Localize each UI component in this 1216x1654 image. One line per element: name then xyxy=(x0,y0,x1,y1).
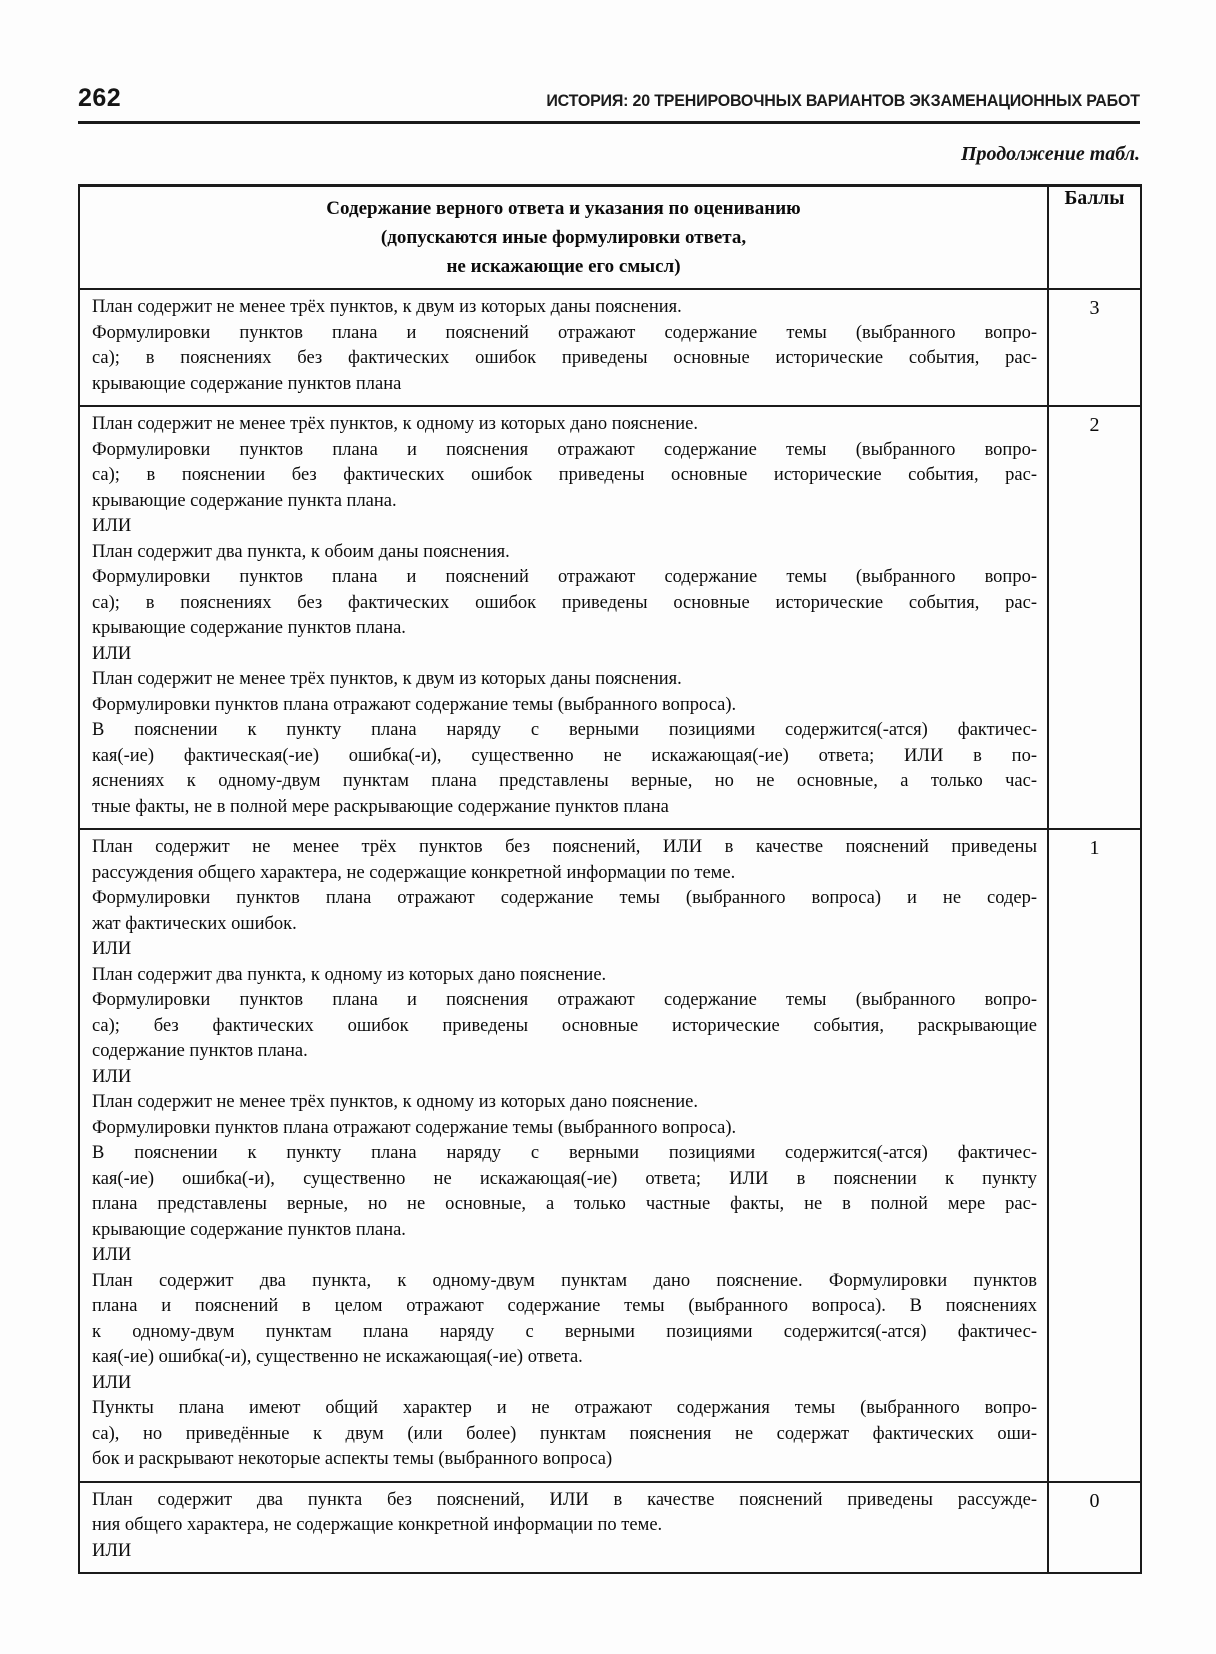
table-row xyxy=(79,829,1141,1482)
criteria-line: бок и раскрывают некоторые аспекты темы (выбранного вопроса) xyxy=(92,1449,613,1469)
criteria-line: са), но приведённые к двум (или более) пунктам пояснения не содержат фактических оши- xyxy=(92,1423,1037,1444)
criteria-line: са); в пояснениях без фактических ошибок приведены основные исторические события, рас- xyxy=(92,592,1037,613)
criteria-line: План содержит не менее трёх пунктов, к двум из которых даны пояснения. xyxy=(92,669,682,689)
score-cell: 2 xyxy=(1048,406,1141,829)
criteria-line: крывающие содержание пунктов плана xyxy=(92,373,402,394)
criteria-line: крывающие содержание пунктов плана. xyxy=(92,618,406,638)
criteria-line: са); в пояснении без фактических ошибок приведены основные исторические события, рас- xyxy=(92,465,1037,485)
table-row xyxy=(79,406,1141,829)
score-cell: 3 xyxy=(1048,289,1141,406)
criteria-header-line: не искажающие его смысл) xyxy=(446,256,681,277)
criteria-line: В пояснении к пункту плана наряду с верными позициями содержится(-атся) фактичес- xyxy=(92,1143,1037,1163)
criteria-line: План содержит два пункта, к одному-двум пунктам дано пояснение. Формулировки пунктов xyxy=(92,1270,1037,1291)
criteria-line: ИЛИ xyxy=(92,939,132,959)
criteria-line: ИЛИ xyxy=(92,516,132,536)
criteria-line: Формулировки пунктов плана отражают содержание темы (выбранного вопроса). xyxy=(92,1117,737,1138)
criteria-cell xyxy=(79,1482,1048,1574)
continuation-note: Продолжение табл. xyxy=(960,143,1140,165)
table-row xyxy=(79,1482,1141,1574)
criteria-line: План содержит не менее трёх пунктов, к одному из которых дано пояснение. xyxy=(92,414,698,434)
criteria-cell xyxy=(79,406,1048,829)
criteria-line: содержание пунктов плана. xyxy=(92,1041,308,1061)
criteria-header-line: (допускаются иные формулировки ответа, xyxy=(380,227,747,248)
criteria-line: ния общего характера, не содержащие конкретной информации по теме. xyxy=(92,1515,663,1535)
table-row xyxy=(79,289,1141,406)
criteria-line: рассуждения общего характера, не содержащие конкретной информации по теме. xyxy=(92,862,736,883)
table-header-row xyxy=(79,186,1141,290)
criteria-line: Формулировки пунктов плана и пояснений отражают содержание темы (выбранного вопро- xyxy=(92,322,1037,343)
page-header xyxy=(78,84,1140,113)
score-cell: 1 xyxy=(1048,829,1141,1482)
criteria-line: В пояснении к пункту плана наряду с верными позициями содержится(-атся) фактичес- xyxy=(92,720,1037,740)
criteria-cell xyxy=(79,289,1048,406)
rubric-table-body xyxy=(79,289,1141,1573)
criteria-line: ИЛИ xyxy=(92,1066,132,1087)
criteria-line: к одному-двум пунктам плана наряду с верными позициями содержится(-атся) фактичес- xyxy=(92,1321,1037,1342)
criteria-line: Формулировки пунктов плана и пояснения отражают содержание темы (выбранного вопро- xyxy=(92,439,1037,460)
criteria-line: плана представлены верные, но не основные, а только частные факты, не в полной мере рас- xyxy=(92,1194,1037,1214)
criteria-line: План содержит два пункта без пояснений, ИЛИ в качестве пояснений приведены рассужде- xyxy=(92,1489,1037,1510)
criteria-line: плана и пояснений в целом отражают содержание темы (выбранного вопроса). В пояснениях xyxy=(92,1296,1037,1316)
score-cell: 0 xyxy=(1048,1482,1141,1574)
rubric-table xyxy=(78,184,1142,1574)
criteria-line: Формулировки пунктов плана отражают содержание темы (выбранного вопроса). xyxy=(92,694,737,715)
criteria-line: Формулировки пунктов плана и пояснения отражают содержание темы (выбранного вопро- xyxy=(92,990,1037,1010)
criteria-line: крывающие содержание пункта плана. xyxy=(92,490,397,511)
criteria-line: кая(-ие) ошибка(-и), существенно не искажающая(-ие) ответа; ИЛИ в пояснении к пункту xyxy=(92,1168,1037,1189)
criteria-line: ИЛИ xyxy=(92,1540,132,1561)
header-rule xyxy=(78,121,1140,124)
page-number: 262 xyxy=(78,84,122,112)
criteria-line: яснениях к одному-двум пунктам плана представлены верные, но не основные, а только час- xyxy=(92,771,1037,791)
criteria-header-cell xyxy=(79,186,1048,290)
criteria-line: тные факты, не в полной мере раскрывающие содержание пунктов плана xyxy=(92,796,669,817)
criteria-line: Формулировки пунктов плана отражают содержание темы (выбранного вопроса) и не содер- xyxy=(92,888,1037,908)
score-header-cell: Баллы xyxy=(1048,186,1141,290)
criteria-line: са); без фактических ошибок приведены основные исторические события, раскрывающие xyxy=(92,1015,1037,1036)
running-title: ИСТОРИЯ: 20 ТРЕНИРОВОЧНЫХ ВАРИАНТОВ ЭКЗАМЕНАЦИОННЫХ РАБОТ xyxy=(546,92,1140,110)
criteria-line: План содержит не менее трёх пунктов без пояснений, ИЛИ в качестве пояснений приведены xyxy=(92,837,1037,857)
criteria-line: кая(-ие) ошибка(-и), существенно не искажающая(-ие) ответа. xyxy=(92,1347,583,1367)
criteria-line: жат фактических ошибок. xyxy=(92,913,297,934)
criteria-line: Формулировки пунктов плана и пояснений отражают содержание темы (выбранного вопро- xyxy=(92,567,1037,587)
criteria-cell xyxy=(79,829,1048,1482)
criteria-line: План содержит не менее трёх пунктов, к одному из которых дано пояснение. xyxy=(92,1092,698,1112)
criteria-line: Пункты плана имеют общий характер и не отражают содержания темы (выбранного вопро- xyxy=(92,1398,1037,1418)
criteria-header-line: Содержание верного ответа и указания по оцениванию xyxy=(326,198,801,219)
criteria-line: План содержит два пункта, к обоим даны пояснения. xyxy=(92,541,510,562)
criteria-line: са); в пояснениях без фактических ошибок приведены основные исторические события, рас- xyxy=(92,348,1037,368)
criteria-line: ИЛИ xyxy=(92,643,132,664)
criteria-line: План содержит не менее трёх пунктов, к двум из которых даны пояснения. xyxy=(92,297,682,317)
criteria-line: ИЛИ xyxy=(92,1372,132,1393)
criteria-line: кая(-ие) фактическая(-ие) ошибка(-и), существенно не искажающая(-ие) ответа; ИЛИ в по- xyxy=(92,745,1037,766)
criteria-line: ИЛИ xyxy=(92,1245,132,1265)
criteria-line: План содержит два пункта, к одному из которых дано пояснение. xyxy=(92,964,607,985)
criteria-line: крывающие содержание пунктов плана. xyxy=(92,1219,406,1240)
